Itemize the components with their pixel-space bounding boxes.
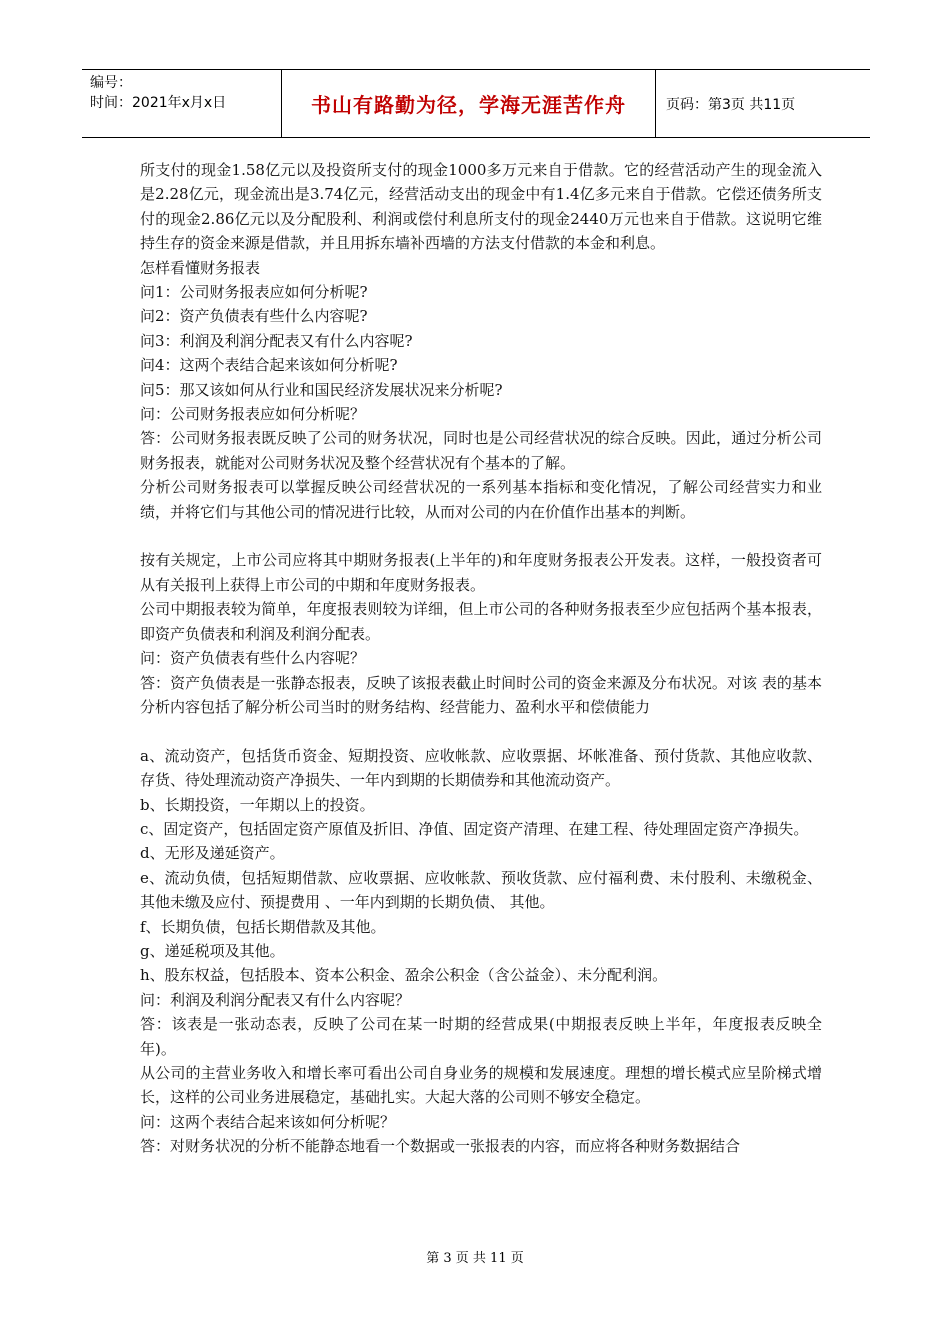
blank-line (140, 524, 822, 548)
blank-line (140, 719, 822, 743)
paragraph: 所支付的现金1.58亿元以及投资所支付的现金1000多万元来自于借款。它的经营活动产生的现金流入是2.28亿元，现金流出是3.74亿元，经营活动支出的现金中有1.4亿多元来自于借款。它偿还债务所支付的现金2.86亿元以及分配股利、利润或偿付利息所支付的现金2440万元也来自于借款。这说明它维持生存的资金来源是借款，并且用拆东墙补西墙的方法支付借款的本金和利息。 (140, 161, 822, 253)
list-item: f、长期负债，包括长期借款及其他。 (140, 917, 386, 936)
list-item: c、固定资产，包括固定资产原值及折旧、净值、固定资产清理、在建工程、待处理固定资产净损失。 (140, 819, 809, 838)
list-item: h、股东权益，包括股本、资本公积金、盈余公积金（含公益金）、未分配利润。 (140, 966, 668, 985)
paragraph: 公司中期报表较为简单，年度报表则较为详细，但上市公司的各种财务报表至少应包括两个基本报表，即资产负债表和利润及利润分配表。 (140, 600, 822, 643)
paragraph: 分析公司财务报表可以掌握反映公司经营状况的一系列基本指标和变化情况，了解公司经营实力和业绩，并将它们与其他公司的情况进行比较，从而对公司的内在价值作出基本的判断。 (140, 478, 822, 521)
question-heading: 问：这两个表结合起来该如何分析呢？ (140, 1112, 396, 1131)
list-item: e、流动负债，包括短期借款、应收票据、应收帐款、预收货款、应付福利费、未付股利、未缴税金、其他未缴及应付、预提费用 、一年内到期的长期负债、 其他。 (140, 868, 822, 912)
question-item: 问2：资产负债表有些什么内容呢? (140, 307, 368, 326)
answer-paragraph: 答：该表是一张动态表，反映了公司在某一时期的经营成果(中期报表反映上半年，年度报表反映全年)。 (140, 1015, 822, 1058)
question-heading: 问：资产负债表有些什么内容呢？ (140, 649, 366, 668)
document-number-label: 编号： (90, 75, 132, 91)
paragraph: 从公司的主营业务收入和增长率可看出公司自身业务的规模和发展速度。理想的增长模式应呈阶梯式增长，这样的公司业务进展稳定，基础扎实。大起大落的公司则不够安全稳定。 (140, 1064, 822, 1107)
page-header (82, 69, 870, 138)
question-heading: 问：利润及利润分配表又有什么内容呢？ (140, 990, 411, 1009)
list-item: d、无形及递延资产。 (140, 844, 285, 863)
question-heading: 问：公司财务报表应如何分析呢？ (140, 405, 366, 424)
list-item: b、长期投资，一年期以上的投资。 (140, 795, 375, 814)
question-item: 问3：利润及利润分配表又有什么内容呢? (140, 331, 413, 350)
list-item: g、递延税项及其他。 (140, 941, 285, 960)
header-meta (82, 70, 282, 137)
question-item: 问1：公司财务报表应如何分析呢? (140, 283, 368, 302)
header-motto: 书山有路勤为径，学海无涯苦作舟 (282, 70, 656, 137)
paragraph: 按有关规定，上市公司应将其中期财务报表(上半年的)和年度财务报表公开发表。这样，一般投资者可从有关报刊上获得上市公司的中期和年度财务报表。 (140, 551, 822, 594)
header-page-number: 页码：第3页 共11页 (666, 96, 796, 113)
section-title: 怎样看懂财务报表 (140, 258, 261, 277)
page-footer: 第 3 页 共 11 页 (426, 1251, 524, 1266)
question-item: 问4：这两个表结合起来该如何分析呢? (140, 356, 398, 375)
answer-paragraph: 答：公司财务报表既反映了公司的财务状况，同时也是公司经营状况的综合反映。因此，通过分析公司财务报表，就能对公司财务状况及整个经营状况有个基本的了解。 (140, 429, 822, 472)
document-time-label: 时间：2021年x月x日 (90, 95, 227, 111)
answer-paragraph: 答：对财务状况的分析不能静态地看一个数据或一张报表的内容，而应将各种财务数据结合 (140, 1137, 741, 1156)
document-body (140, 158, 822, 1159)
question-item: 问5：那又该如何从行业和国民经济发展状况来分析呢? (140, 380, 503, 399)
answer-paragraph: 答：资产负债表是一张静态报表，反映了该报表截止时间时公司的资金来源及分布状况。对该 表的基本分析内容包括了解分析公司当时的财务结构、经营能力、盈利水平和偿债能力 (140, 673, 822, 716)
list-item: a、流动资产，包括货币资金、短期投资、应收帐款、应收票据、坏帐准备、预付货款、其他应收款、存货、待处理流动资产净损失、一年内到期的长期债券和其他流动资产。 (140, 746, 822, 790)
